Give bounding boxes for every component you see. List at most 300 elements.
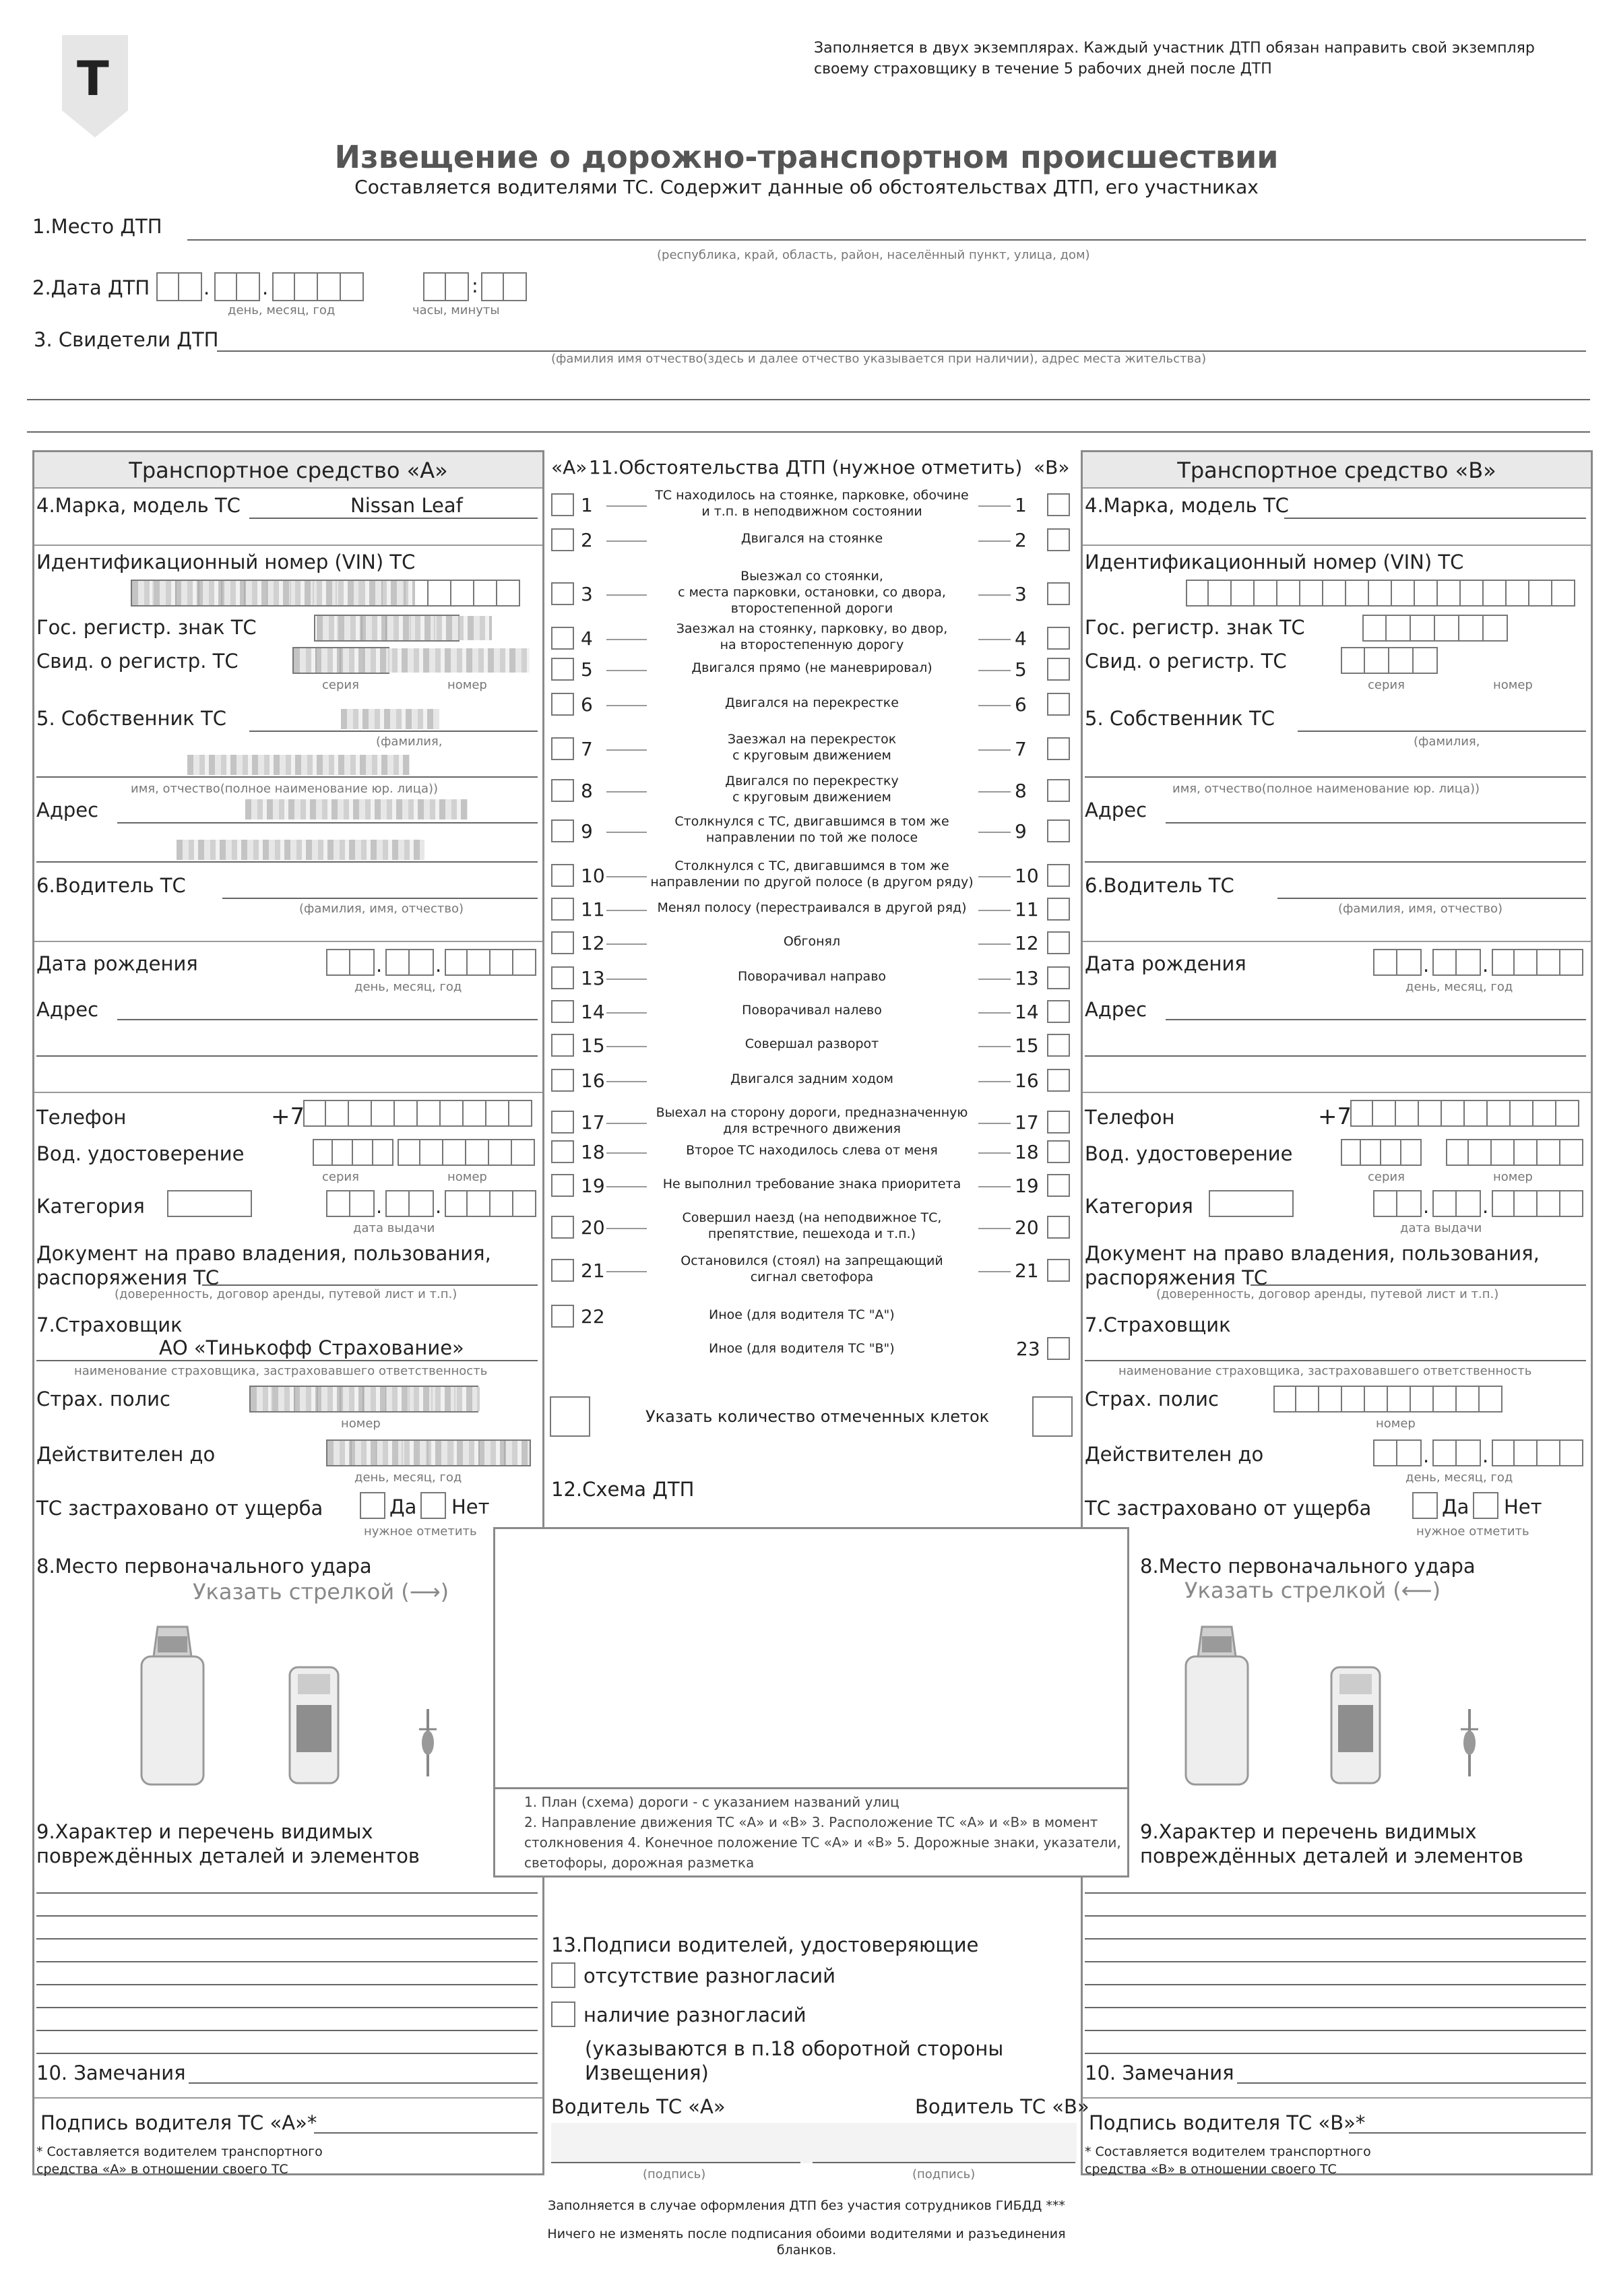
circ-b-checkbox[interactable] — [1047, 819, 1070, 842]
b-valid-dot: . — [1482, 1444, 1489, 1467]
a-issue-year[interactable] — [445, 1190, 536, 1217]
driver-b-sign-label: Водитель ТС «В» — [915, 2095, 1089, 2118]
cell[interactable] — [1560, 1139, 1583, 1166]
cell[interactable] — [1529, 580, 1552, 607]
b-issue-day[interactable] — [1373, 1190, 1422, 1217]
a-car-icon — [287, 1665, 341, 1789]
cell[interactable] — [1469, 1139, 1492, 1166]
a-reg-series-hint: серия — [322, 678, 359, 692]
count-b-box[interactable] — [1032, 1396, 1073, 1437]
circ-leader-b — [978, 876, 1011, 877]
circ-number-b: 17 — [1015, 1111, 1039, 1134]
a-insurer-value[interactable]: АО «Тинькофф Страхование» — [159, 1336, 464, 1359]
b-license-number[interactable] — [1446, 1139, 1583, 1166]
cell[interactable] — [1446, 1139, 1469, 1166]
cell[interactable] — [512, 1139, 535, 1166]
circ-leader-b — [978, 705, 1011, 706]
circ-b-checkbox[interactable] — [1047, 864, 1070, 887]
b-valid-month[interactable] — [1432, 1439, 1481, 1466]
cell[interactable] — [1319, 1386, 1342, 1413]
b-vin-label: Идентификационный номер (VIN) ТС — [1085, 551, 1464, 573]
cell[interactable] — [1342, 1386, 1365, 1413]
circ-a-checkbox[interactable] — [551, 898, 574, 921]
cell[interactable] — [1365, 1386, 1388, 1413]
b-address-field-2[interactable] — [1085, 861, 1586, 863]
b-damage-label-1: 9.Характер и перечень видимых — [1140, 1820, 1477, 1843]
a-dob-label: Дата рождения — [36, 952, 198, 975]
circ-b-checkbox[interactable] — [1047, 658, 1070, 681]
circ-a-checkbox[interactable] — [551, 819, 574, 842]
a-remarks-field[interactable] — [189, 2082, 538, 2084]
circ-b-checkbox[interactable] — [1047, 966, 1070, 989]
circ-b-checkbox[interactable] — [1047, 1069, 1070, 1092]
cell[interactable] — [1461, 580, 1484, 607]
b-owner-field[interactable] — [1298, 731, 1586, 732]
b-plate-cells[interactable] — [1362, 615, 1508, 642]
signatures-title: 13.Подписи водителей, удостоверяющие — [551, 1933, 979, 1956]
cell[interactable] — [1350, 1100, 1373, 1127]
circ-number-b: 2 — [1015, 529, 1027, 551]
b-remarks-field[interactable] — [1237, 2082, 1586, 2084]
cell[interactable] — [1484, 615, 1508, 642]
place-field[interactable] — [187, 239, 1586, 241]
circ-leader-b — [978, 594, 1011, 596]
cell[interactable] — [1362, 615, 1387, 642]
cell[interactable] — [441, 1100, 464, 1127]
circ-a-checkbox[interactable] — [551, 737, 574, 760]
circ-number-b: 5 — [1015, 658, 1027, 681]
cell[interactable] — [1457, 1386, 1480, 1413]
cell[interactable] — [1232, 580, 1255, 607]
cell[interactable] — [1373, 1100, 1396, 1127]
cell[interactable] — [349, 1100, 372, 1127]
damage-line[interactable] — [1085, 1892, 1586, 1894]
circ-number-a: 15 — [581, 1034, 605, 1057]
circ-a-checkbox[interactable] — [551, 1034, 574, 1057]
footer-3: бланков. — [776, 2243, 837, 2258]
circ-a-checkbox[interactable] — [551, 627, 574, 650]
b-insured-yes-checkbox[interactable] — [1412, 1492, 1438, 1519]
circ-a-checkbox[interactable] — [551, 1111, 574, 1134]
no-disagreement-checkbox[interactable] — [551, 1962, 575, 1988]
circ-b-checkbox[interactable] — [1047, 528, 1070, 551]
cell[interactable] — [1255, 580, 1277, 607]
b-category-field[interactable] — [1209, 1190, 1294, 1217]
cell[interactable] — [1209, 580, 1232, 607]
circ-leader-b — [978, 639, 1011, 640]
a-dob-year[interactable] — [445, 949, 536, 976]
circ-leader-b — [978, 943, 1011, 945]
scheme-note-2: 2. Направление движения ТС «А» и «В» 3. Расположение ТС «А» и «В» в момент — [524, 1814, 1098, 1830]
a-driver-field[interactable] — [222, 898, 538, 899]
witnesses-line-2[interactable] — [27, 399, 1590, 400]
time-minutes[interactable] — [481, 272, 527, 301]
a-address-field-2[interactable] — [36, 861, 538, 863]
cell[interactable] — [313, 1139, 333, 1166]
b-doc-field[interactable] — [1251, 1284, 1586, 1286]
circ-text: второстепенной дороги — [730, 601, 893, 616]
a-valid-label: Действителен до — [36, 1443, 216, 1466]
cell[interactable] — [497, 580, 520, 607]
b-dob-year[interactable] — [1492, 949, 1583, 976]
a-address2-field-2[interactable] — [36, 1055, 538, 1057]
b-sign-label: Подпись водителя ТС «В»* — [1089, 2111, 1366, 2134]
circ-b-checkbox[interactable] — [1047, 1000, 1070, 1023]
b-driver-hint: (фамилия, имя, отчество) — [1338, 902, 1503, 916]
cell[interactable] — [1556, 1100, 1579, 1127]
b-impact-label: 8.Место первоначального удара — [1140, 1555, 1476, 1578]
circ-number-b: 10 — [1015, 865, 1039, 887]
cell[interactable] — [509, 1100, 532, 1127]
circ-b-checkbox[interactable] — [1047, 1034, 1070, 1057]
circ-a-checkbox[interactable] — [551, 864, 574, 887]
circ-leader-b — [978, 1123, 1011, 1124]
cell[interactable] — [1361, 1139, 1381, 1166]
circ-a-checkbox[interactable] — [551, 1000, 574, 1023]
b-owner-field-2[interactable] — [1085, 776, 1586, 778]
b-driver-label: 6.Водитель ТС — [1085, 874, 1234, 897]
cell[interactable] — [1552, 580, 1575, 607]
cell[interactable] — [1341, 647, 1365, 674]
a-insured-yes-checkbox[interactable] — [360, 1492, 385, 1519]
a-dob-day[interactable] — [326, 949, 375, 976]
cell[interactable] — [1388, 1386, 1411, 1413]
circ-a-checkbox[interactable] — [551, 1174, 574, 1197]
b-reg-cells[interactable] — [1341, 647, 1438, 674]
witnesses-line-3[interactable] — [27, 431, 1590, 433]
cell[interactable] — [1465, 1100, 1488, 1127]
date-day[interactable] — [156, 272, 202, 301]
circ-a-checkbox[interactable] — [551, 493, 574, 516]
cell[interactable] — [1411, 1386, 1434, 1413]
circ-b-checkbox[interactable] — [1047, 931, 1070, 954]
b-truck-icon — [1183, 1624, 1251, 1789]
cell[interactable] — [333, 1139, 353, 1166]
cell[interactable] — [1411, 615, 1435, 642]
damage-line[interactable] — [36, 1892, 538, 1894]
circ-b-checkbox[interactable] — [1047, 1174, 1070, 1197]
circ-text: Столкнулся с ТС, двигавшимся в том же — [674, 814, 949, 829]
a-dob-month[interactable] — [385, 949, 434, 976]
circ-b-checkbox[interactable] — [1047, 1111, 1070, 1134]
damage-line[interactable] — [1085, 1961, 1586, 1962]
circ-b-checkbox[interactable] — [1047, 898, 1070, 921]
b-mark-hint: нужное отметить — [1416, 1524, 1529, 1539]
circ-number-b: 9 — [1015, 820, 1027, 842]
cell[interactable] — [429, 580, 451, 607]
circ-text: Менял полосу (перестраивался в другой ряд) — [657, 900, 967, 915]
a-sign-field[interactable] — [314, 2132, 538, 2134]
a-address-label: Адрес — [36, 799, 99, 821]
driver-a-sign-hint: (подпись) — [643, 2167, 706, 2181]
damage-line[interactable] — [36, 1938, 538, 1940]
b-address-label: Адрес — [1085, 799, 1147, 821]
a-insured-no-checkbox[interactable] — [420, 1492, 446, 1519]
b-insurer-field[interactable] — [1085, 1360, 1586, 1361]
date-year[interactable] — [272, 272, 364, 301]
cell[interactable] — [1346, 580, 1369, 607]
cell[interactable] — [1438, 580, 1461, 607]
circ-b-checkbox[interactable] — [1047, 627, 1070, 650]
b-sign-field[interactable] — [1349, 2132, 1586, 2134]
damage-line[interactable] — [36, 2007, 538, 2008]
a-reg-redacted — [294, 648, 530, 673]
circ-number-a: 1 — [581, 494, 593, 516]
b-valid-day[interactable] — [1373, 1439, 1422, 1466]
damage-line[interactable] — [36, 1915, 538, 1917]
b-issue-month[interactable] — [1432, 1190, 1481, 1217]
a-doc-label-1: Документ на право владения, пользования, — [36, 1242, 491, 1265]
a-owner-field[interactable] — [249, 731, 538, 732]
cell[interactable] — [1300, 580, 1323, 607]
cell[interactable] — [1401, 1139, 1422, 1166]
cell[interactable] — [1186, 580, 1209, 607]
driver-a-sign-field[interactable] — [551, 2162, 800, 2163]
a-license-number[interactable] — [398, 1139, 535, 1166]
cell[interactable] — [1419, 1100, 1442, 1127]
cell[interactable] — [303, 1100, 326, 1127]
damage-line[interactable] — [1085, 1984, 1586, 1985]
footer-2: Ничего не изменять после подписания обоими водителями и разъединения — [547, 2227, 1066, 2241]
cell[interactable] — [418, 1100, 441, 1127]
cell[interactable] — [1381, 1139, 1401, 1166]
damage-line[interactable] — [36, 1984, 538, 1985]
circ-number-a: 2 — [581, 529, 593, 551]
cell[interactable] — [464, 1100, 486, 1127]
count-a-box[interactable] — [550, 1396, 590, 1437]
b-issue-year[interactable] — [1492, 1190, 1583, 1217]
cell[interactable] — [1392, 580, 1415, 607]
circ-a-checkbox[interactable] — [551, 528, 574, 551]
date-dot: . — [262, 276, 269, 299]
cell[interactable] — [1389, 647, 1414, 674]
circ-number-b: 15 — [1015, 1034, 1039, 1057]
witnesses-label: 3. Свидетели ДТП — [34, 328, 219, 351]
damage-line[interactable] — [36, 1961, 538, 1962]
disagreement-label: наличие разногласий — [583, 2004, 806, 2026]
cell[interactable] — [1538, 1139, 1560, 1166]
circ-b-checkbox[interactable] — [1047, 1259, 1070, 1282]
circ-b-checkbox[interactable] — [1047, 1216, 1070, 1239]
cell[interactable] — [373, 1139, 393, 1166]
circ-b-checkbox[interactable] — [1047, 737, 1070, 760]
b-sep — [1083, 2097, 1591, 2099]
cell[interactable] — [395, 1100, 418, 1127]
footer-1: Заполняется в случае оформления ДТП без участия сотрудников ГИБДД *** — [548, 2198, 1065, 2213]
cell[interactable] — [443, 1139, 466, 1166]
cell[interactable] — [1515, 1139, 1538, 1166]
circ-text: для встречного движения — [723, 1121, 901, 1136]
b-address2-field-2[interactable] — [1085, 1055, 1586, 1057]
a-issue-day[interactable] — [326, 1190, 375, 1217]
circ-number-a: 4 — [581, 627, 593, 650]
circ-b-checkbox[interactable] — [1047, 493, 1070, 516]
circ-number-a: 12 — [581, 932, 605, 954]
a-address2-field[interactable] — [117, 1019, 538, 1020]
b-insured-no-label: Нет — [1504, 1495, 1542, 1518]
cell[interactable] — [353, 1139, 373, 1166]
cell[interactable] — [1323, 580, 1346, 607]
cell[interactable] — [1488, 1100, 1511, 1127]
cell[interactable] — [1434, 1386, 1457, 1413]
b-license-number-hint: номер — [1493, 1170, 1533, 1184]
cell[interactable] — [398, 1139, 420, 1166]
cell[interactable] — [1435, 615, 1459, 642]
circ-leader-b — [978, 1152, 1011, 1154]
cell[interactable] — [1484, 580, 1507, 607]
circ-number-a: 3 — [581, 583, 593, 605]
b-dob-day[interactable] — [1373, 949, 1422, 976]
time-hours[interactable] — [423, 272, 469, 301]
cell[interactable] — [1414, 647, 1438, 674]
cell[interactable] — [420, 1139, 443, 1166]
circ-a-checkbox[interactable] — [551, 658, 574, 681]
circ-a-checkbox[interactable] — [551, 931, 574, 954]
b-license-series[interactable] — [1341, 1139, 1422, 1166]
disagreement-checkbox[interactable] — [551, 2002, 575, 2027]
damage-line[interactable] — [1085, 1938, 1586, 1940]
b-dob-month[interactable] — [1432, 949, 1481, 976]
circ-number-a: 9 — [581, 820, 593, 842]
circ-22-a-checkbox[interactable] — [551, 1305, 574, 1328]
b-vin-cells[interactable] — [1186, 580, 1575, 607]
driver-a-sign-label: Водитель ТС «А» — [551, 2095, 726, 2118]
b-arrow-label: Указать стрелкой (⟵) — [1184, 1578, 1441, 1603]
b-driver-field[interactable] — [1277, 898, 1586, 899]
b-valid-year[interactable] — [1492, 1439, 1583, 1466]
circ-number-a: 10 — [581, 865, 605, 887]
circ-text: Обгонял — [783, 934, 841, 949]
b-make-field[interactable] — [1284, 518, 1586, 519]
date-month[interactable] — [214, 272, 260, 301]
cell[interactable] — [1533, 1100, 1556, 1127]
circ-col-b: «В» — [1034, 456, 1070, 478]
circ-number-a: 7 — [581, 738, 593, 760]
a-phone-label: Телефон — [36, 1106, 127, 1129]
a-make-value[interactable]: Nissan Leaf — [350, 494, 463, 517]
vehicle-a-title: Транспортное средство «А» — [129, 458, 448, 483]
driver-b-sign-field[interactable] — [813, 2162, 1075, 2163]
cell[interactable] — [1273, 1386, 1296, 1413]
circ-a-checkbox[interactable] — [551, 1259, 574, 1282]
b-address-field[interactable] — [1166, 822, 1586, 824]
cell[interactable] — [466, 1139, 489, 1166]
sign-area-bg — [551, 2123, 1077, 2163]
circ-leader-b — [978, 791, 1011, 793]
a-insurer-field[interactable] — [36, 1360, 538, 1361]
circ-a-checkbox[interactable] — [551, 693, 574, 716]
cell[interactable] — [489, 1139, 512, 1166]
cell[interactable] — [474, 580, 497, 607]
a-valid-redacted — [327, 1441, 530, 1465]
cell[interactable] — [1480, 1386, 1503, 1413]
b-address2-field[interactable] — [1166, 1019, 1586, 1020]
damage-line[interactable] — [1085, 1915, 1586, 1917]
damage-line[interactable] — [1085, 2030, 1586, 2031]
circ-leader-b — [978, 1046, 1011, 1047]
cell[interactable] — [1442, 1100, 1465, 1127]
circ-text: Выезжал со стоянки, — [740, 569, 883, 584]
a-arrow-label: Указать стрелкой (⟶) — [193, 1579, 449, 1605]
b-valid-dot: . — [1423, 1444, 1430, 1467]
circ-23-b-checkbox[interactable] — [1047, 1337, 1070, 1360]
circ-a-checkbox[interactable] — [551, 1140, 574, 1163]
b-owner-label: 5. Собственник ТС — [1085, 707, 1275, 730]
circ-a-checkbox[interactable] — [551, 582, 574, 605]
a-address-redacted — [245, 799, 468, 819]
a-make-field[interactable] — [249, 518, 538, 519]
a-sep — [34, 545, 542, 546]
circ-a-checkbox[interactable] — [551, 779, 574, 802]
b-make-label: 4.Марка, модель ТС — [1085, 494, 1289, 517]
a-license-series[interactable] — [313, 1139, 393, 1166]
circ-a-checkbox[interactable] — [551, 1069, 574, 1092]
cell[interactable] — [1507, 580, 1529, 607]
cell[interactable] — [326, 1100, 349, 1127]
b-owner-hint2: имя, отчество(полное наименование юр. лица)) — [1172, 782, 1480, 796]
cell[interactable] — [1387, 615, 1411, 642]
cell[interactable] — [1369, 580, 1392, 607]
cell[interactable] — [1492, 1139, 1515, 1166]
circ-text: Выехал на сторону дороги, предназначенную — [656, 1105, 968, 1120]
a-category-field[interactable] — [167, 1190, 252, 1217]
a-owner-redacted — [341, 709, 439, 729]
damage-line[interactable] — [36, 2030, 538, 2031]
a-doc-label-2: распоряжения ТС — [36, 1266, 220, 1289]
cell[interactable] — [372, 1100, 395, 1127]
a-address-field[interactable] — [117, 822, 538, 824]
circ-number-b: 1 — [1015, 494, 1027, 516]
a-phone-cells[interactable] — [303, 1100, 532, 1127]
a-issue-dot: . — [376, 1195, 383, 1218]
damage-line[interactable] — [1085, 2053, 1586, 2054]
circ-leader-b — [978, 1228, 1011, 1229]
circ-text: и т.п. в неподвижном состоянии — [701, 504, 922, 519]
circ-a-checkbox[interactable] — [551, 1216, 574, 1239]
cell[interactable] — [1296, 1386, 1319, 1413]
a-damage-ins-label: ТС застраховано от ущерба — [36, 1497, 323, 1520]
damage-line[interactable] — [1085, 2007, 1586, 2008]
a-issue-month[interactable] — [385, 1190, 434, 1217]
a-doc-field[interactable] — [202, 1284, 538, 1286]
b-address2-label: Адрес — [1085, 998, 1147, 1021]
cell[interactable] — [1277, 580, 1300, 607]
circ-a-checkbox[interactable] — [551, 966, 574, 989]
b-owner-hint1: (фамилия, — [1414, 735, 1480, 749]
b-policy-cells[interactable] — [1273, 1386, 1503, 1413]
circ-b-checkbox[interactable] — [1047, 582, 1070, 605]
circ-b-checkbox[interactable] — [1047, 779, 1070, 802]
circ-text: с круговым движением — [732, 790, 891, 805]
count-label: Указать количество отмеченных клеток — [645, 1407, 990, 1426]
cell[interactable] — [1396, 1100, 1419, 1127]
cell[interactable] — [451, 580, 474, 607]
cell[interactable] — [1415, 580, 1438, 607]
circ-b-checkbox[interactable] — [1047, 1140, 1070, 1163]
cell[interactable] — [1365, 647, 1389, 674]
b-license-series-hint: серия — [1368, 1170, 1405, 1184]
a-insured-no-label: Нет — [451, 1495, 490, 1518]
b-insured-no-checkbox[interactable] — [1473, 1492, 1498, 1519]
b-phone-cells[interactable] — [1350, 1100, 1579, 1127]
cell[interactable] — [1511, 1100, 1533, 1127]
cell[interactable] — [486, 1100, 509, 1127]
cell[interactable] — [1459, 615, 1484, 642]
a-owner-field-2[interactable] — [36, 776, 538, 778]
cell[interactable] — [1341, 1139, 1361, 1166]
damage-line[interactable] — [36, 2053, 538, 2054]
circ-b-checkbox[interactable] — [1047, 693, 1070, 716]
